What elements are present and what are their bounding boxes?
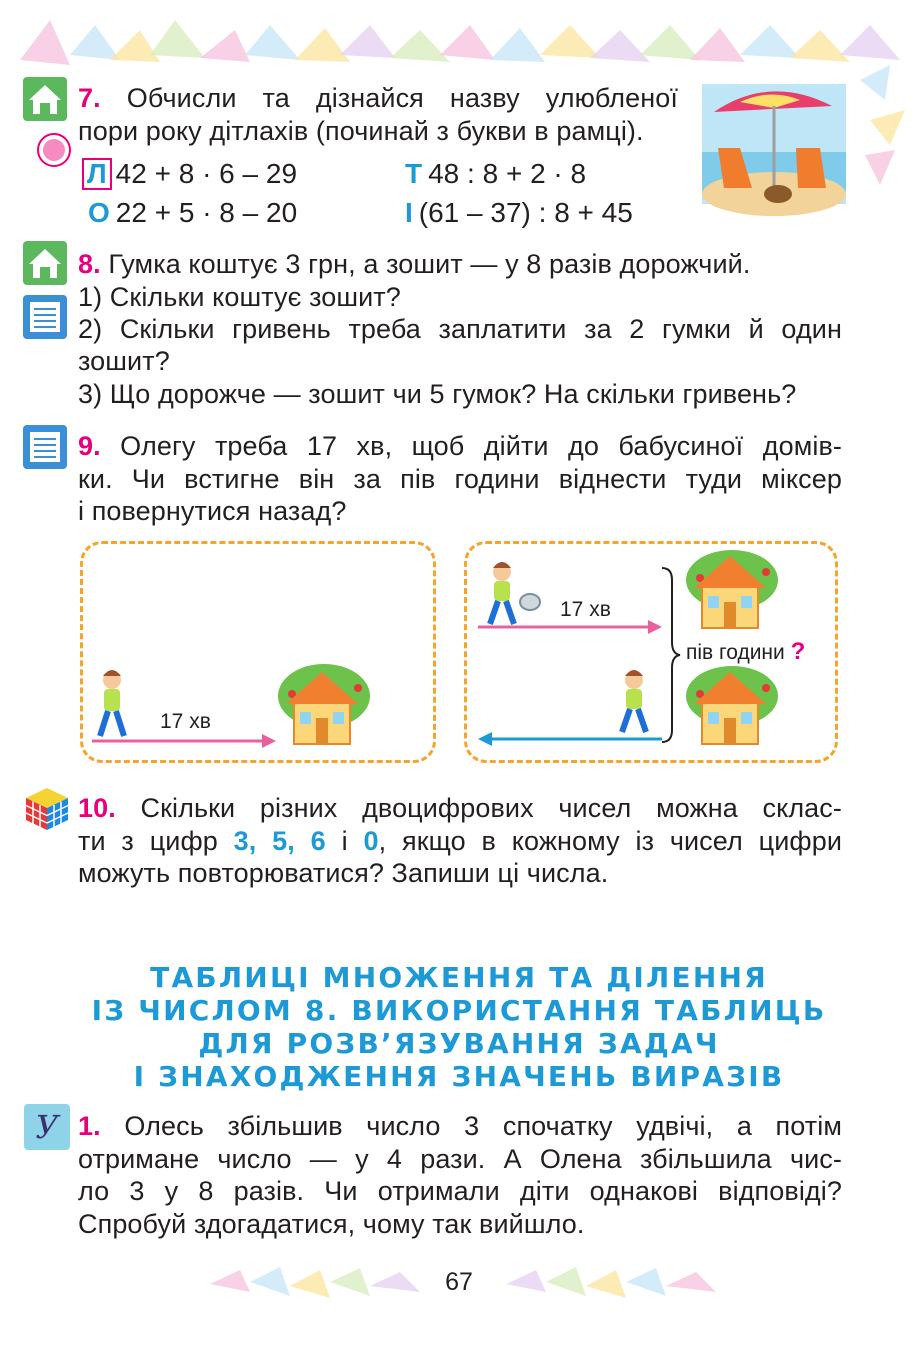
task8-line4: зошит?	[78, 346, 170, 376]
expression-l	[82, 157, 297, 191]
task8-line3: 2) Скільки гривень треба заплатити за 2 гумки й один	[78, 314, 842, 344]
task10-line1	[78, 792, 842, 825]
top-triangle-banner	[0, 0, 918, 80]
task1-line4: Спробуй здогадатися, чому так вийшло.	[78, 1209, 585, 1239]
task8-text: Гумка коштує 3 грн, а зошит — у 8 разів дорожчий.	[108, 249, 751, 279]
task10-line3: можуть повторюватися? Запиши ці числа.	[78, 858, 609, 888]
rubiks-cube-icon	[24, 786, 70, 832]
forward-arrow	[476, 618, 666, 636]
expression-o	[88, 196, 297, 230]
time-label: 17 хв	[160, 710, 211, 733]
letter: О	[88, 197, 110, 228]
time-label: 17 хв	[560, 598, 611, 621]
grandma-house-icon	[680, 662, 780, 748]
highlighted-digits: 3, 5, 6	[233, 826, 326, 856]
task7-line2: пори року дітлахів (починай з букви в рамці).	[78, 116, 644, 146]
task8-line5: 3) Що дорожче — зошит чи 5 гумок? На скільки гривень?	[78, 379, 797, 409]
task9-line1	[78, 430, 842, 463]
task10-text-mid: і	[325, 826, 364, 856]
expression-text: 48 : 8 + 2 · 8	[428, 158, 587, 189]
grandma-house-icon	[272, 660, 372, 750]
task-number: 1.	[78, 1111, 101, 1141]
expression-text: 42 + 8 · 6 – 29	[115, 158, 298, 189]
task1-line1	[78, 1110, 842, 1143]
notebook-icon	[22, 424, 68, 470]
task10-text: Скільки різних двоцифрових чисел можна склас-	[140, 793, 842, 823]
half-hour-label	[686, 638, 805, 666]
task9-text: Олегу треба 17 хв, щоб дійти до бабусиної домів-	[120, 431, 842, 461]
notebook-icon	[22, 294, 68, 340]
learning-u-icon	[24, 1104, 70, 1150]
task8-line1	[78, 248, 848, 281]
task10-line2	[78, 825, 842, 858]
grandma-house-icon	[680, 546, 780, 632]
task9-line2: ки. Чи встигне він за пів години віднести туди міксер	[78, 464, 842, 494]
section-title-line1: ТАБЛИЦІ МНОЖЕННЯ ТА ДІЛЕННЯ	[150, 961, 768, 994]
beach-umbrella-illustration	[700, 82, 848, 220]
expression-i	[405, 196, 633, 230]
task9-line3: і повернутися назад?	[78, 496, 347, 526]
question-mark: ?	[790, 638, 806, 665]
highlighted-digit-zero: 0	[363, 826, 379, 856]
footer-triangle-decor-left	[200, 1262, 430, 1306]
letter: Т	[405, 158, 423, 189]
expression-text: (61 – 37) : 8 + 45	[418, 197, 633, 228]
task7-line1	[78, 82, 678, 115]
icon-letter: У	[35, 1108, 59, 1146]
half-hour-text: пів години	[686, 641, 785, 664]
page-number: 67	[445, 1268, 473, 1296]
expression-text: 22 + 5 · 8 – 20	[115, 197, 298, 228]
boy-walking-back-icon	[612, 668, 658, 738]
pink-circle-icon	[36, 132, 72, 168]
section-title-line3: ДЛЯ РОЗВ’ЯЗУВАННЯ ЗАДАЧ	[198, 1027, 720, 1060]
task-number: 8.	[78, 249, 101, 279]
expression-t	[405, 157, 586, 191]
section-title-line4: І ЗНАХОДЖЕННЯ ЗНАЧЕНЬ ВИРАЗІВ	[133, 1060, 785, 1093]
task8-line2: 1) Скільки коштує зошит?	[78, 282, 401, 312]
task1-line3: ло 3 у 8 разів. Чи отримали діти однакові відповіді?	[78, 1176, 842, 1206]
right-triangle-decor	[850, 60, 918, 200]
boxed-letter: Л	[82, 158, 112, 190]
task1-line2: отримане число — у 4 рази. А Олена збільшила чис-	[78, 1144, 842, 1174]
task1-text: Олесь збільшив число 3 спочатку удвічі, а потім	[124, 1111, 843, 1141]
footer-triangle-decor-right	[496, 1262, 726, 1306]
letter: І	[405, 197, 413, 228]
task10-text-post: , якщо в кожному із чисел цифри	[378, 826, 842, 856]
home-task-icon	[22, 240, 68, 286]
task-number: 9.	[78, 431, 101, 461]
task-number: 10.	[78, 793, 116, 823]
task10-text-pre: ти з цифр	[78, 826, 234, 856]
section-title-line2: ІЗ ЧИСЛОМ 8. ВИКОРИСТАННЯ ТАБЛИЦЬ	[91, 994, 827, 1027]
task7-text: Обчисли та дізнайся назву улюбленої	[126, 83, 678, 113]
home-task-icon	[22, 76, 68, 122]
forward-arrow	[90, 732, 280, 750]
task-number: 7.	[78, 83, 101, 113]
